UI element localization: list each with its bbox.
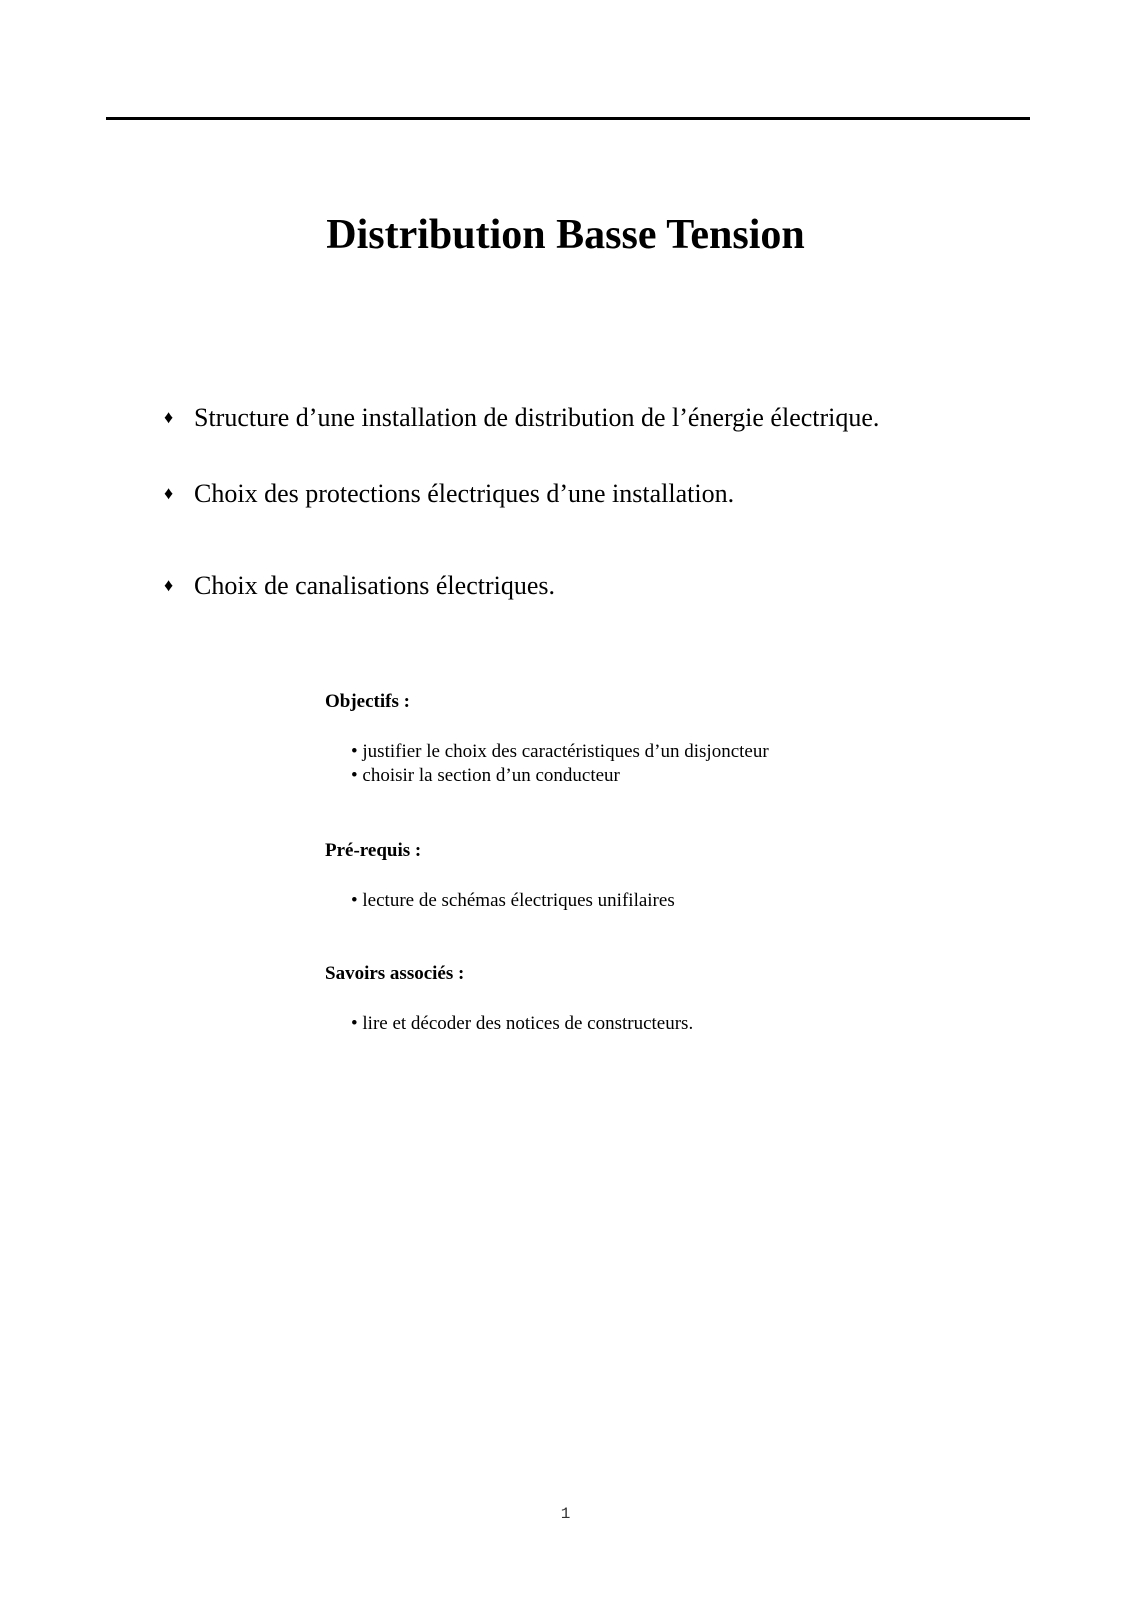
prerequis-list xyxy=(351,889,675,913)
objectifs-heading: Objectifs : xyxy=(325,691,410,712)
page-title: Distribution Basse Tension xyxy=(326,212,805,258)
topic-item xyxy=(164,402,879,433)
list-item: • lecture de schémas électriques unifilaires xyxy=(351,889,675,913)
list-item: • choisir la section d’un conducteur xyxy=(351,764,769,788)
header-rule xyxy=(106,117,1030,120)
page-number: 1 xyxy=(560,1505,571,1523)
diamond-bullet-icon: ♦ xyxy=(164,575,174,595)
topic-text: Choix de canalisations électriques. xyxy=(194,571,556,600)
objectifs-list xyxy=(351,740,769,788)
savoirs-heading: Savoirs associés : xyxy=(325,963,465,984)
diamond-bullet-icon: ♦ xyxy=(164,407,174,427)
diamond-bullet-icon: ♦ xyxy=(164,483,174,503)
topic-text: Structure d’une installation de distribution de l’énergie électrique. xyxy=(194,403,880,432)
topic-item xyxy=(164,570,555,601)
list-item: • lire et décoder des notices de constructeurs. xyxy=(351,1012,693,1036)
prerequis-heading: Pré-requis : xyxy=(325,840,422,861)
savoirs-list xyxy=(351,1012,693,1036)
topic-text: Choix des protections électriques d’une installation. xyxy=(194,479,735,508)
topic-item xyxy=(164,478,734,509)
list-item: • justifier le choix des caractéristiques d’un disjoncteur xyxy=(351,740,769,764)
